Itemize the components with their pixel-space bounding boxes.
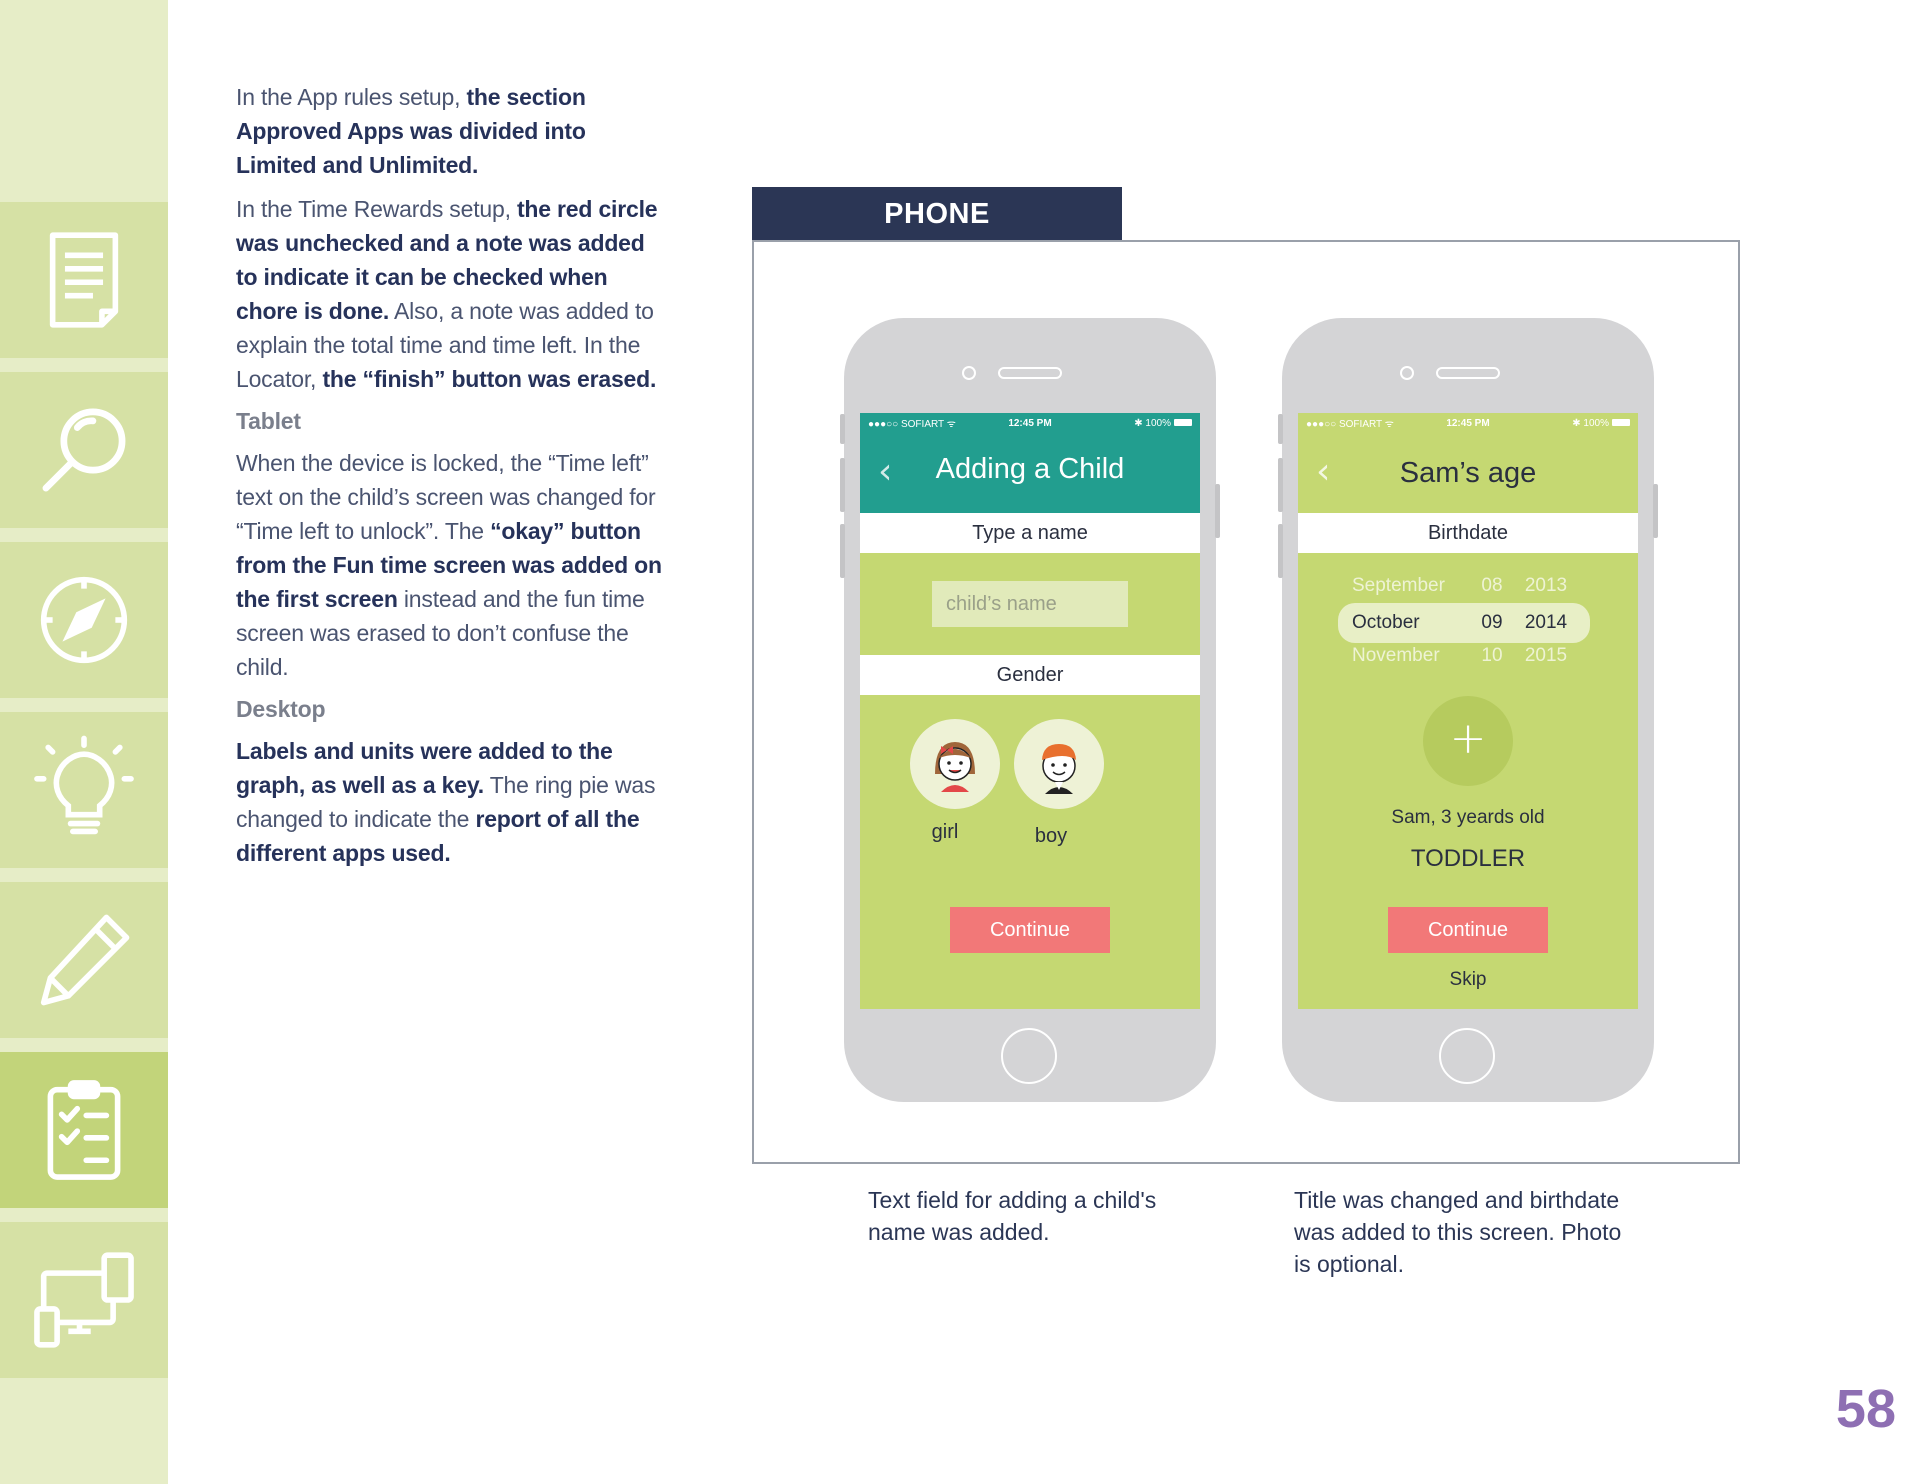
phone-screen — [860, 413, 1200, 1009]
page-number: 58 — [1835, 1379, 1896, 1439]
girl-label: girl — [931, 821, 959, 843]
caption-left: Text field for adding a child's name was added. — [868, 1187, 1157, 1245]
girl-avatar[interactable] — [910, 719, 1000, 809]
devices-icon — [28, 1244, 140, 1356]
front-camera — [962, 366, 976, 380]
nav-item-document[interactable] — [0, 202, 168, 358]
body-text — [236, 80, 666, 880]
nav-item-ideas[interactable] — [0, 712, 168, 868]
date-picker-selected-row[interactable]: October 09 2014 — [1338, 603, 1590, 643]
paragraph-tablet: When the device is locked, the “Time left” text on the child’s screen was changed for “Time left to unlock”. The “okay” button from the Fun time screen was added on the first screen instead and the fun time screen was erased to don’t confuse the child. — [236, 450, 662, 680]
home-button[interactable] — [1001, 1028, 1057, 1084]
nav-item-testing[interactable] — [0, 1052, 168, 1208]
app-header — [1298, 413, 1638, 513]
caption-right: Title was changed and birthdate was added to this screen. Photo is optional. — [1294, 1187, 1622, 1277]
continue-button[interactable]: Continue — [950, 907, 1110, 953]
continue-button[interactable]: Continue — [1388, 907, 1548, 953]
screen-title: Sam’s age — [1399, 457, 1537, 489]
nav-item-navigate[interactable] — [0, 542, 168, 698]
nav-item-devices[interactable] — [0, 1222, 168, 1378]
app-header — [860, 413, 1200, 513]
phone-mockup-sams-age — [1282, 318, 1654, 1102]
phone-mockups-panel — [752, 240, 1740, 1164]
boy-face-icon — [1025, 730, 1093, 798]
desktop-heading: Desktop — [236, 696, 326, 722]
date-picker-row[interactable]: September 08 2013 — [1352, 575, 1568, 596]
boy-label: boy — [1034, 825, 1068, 847]
tablet-heading: Tablet — [236, 408, 301, 434]
phone-mockup-adding-child — [844, 318, 1216, 1102]
boy-avatar[interactable] — [1014, 719, 1104, 809]
pencil-icon — [28, 904, 140, 1016]
battery-icon — [1612, 419, 1630, 426]
screen-title: Adding a Child — [935, 453, 1125, 485]
status-bar: ●●●○○ SOFIART ᯤ 12:45 PM ✱ 100% — [860, 413, 1200, 433]
status-bar: ●●●○○ SOFIART ᯤ 12:45 PM ✱ 100% — [1298, 413, 1638, 433]
speaker-grille — [1436, 367, 1500, 379]
paragraph-desktop: Labels and units were added to the graph, as well as a key. The ring pie was changed to indicate the report of all the different apps used. — [236, 738, 656, 866]
compass-icon — [28, 564, 140, 676]
back-chevron-icon[interactable]: ‹ — [878, 451, 893, 492]
front-camera — [1400, 366, 1414, 380]
birthdate-section-label: Birthdate — [1298, 513, 1638, 553]
skip-link[interactable]: Skip — [1449, 969, 1487, 990]
paragraph-app-rules: In the App rules setup, the section Approved Apps was divided into Limited and Unlimited. — [236, 84, 586, 178]
document-icon — [28, 224, 140, 336]
phone-screen — [1298, 413, 1638, 1009]
home-button[interactable] — [1439, 1028, 1495, 1084]
date-picker-row[interactable]: November 10 2015 — [1352, 645, 1568, 666]
speaker-grille — [998, 367, 1062, 379]
battery-icon — [1174, 419, 1192, 426]
girl-face-icon — [921, 730, 989, 798]
age-text: Sam, 3 yeards old — [1391, 807, 1545, 828]
gender-section-label: Gender — [860, 655, 1200, 695]
nav-item-research[interactable] — [0, 372, 168, 528]
back-chevron-icon[interactable]: ‹ — [1316, 451, 1331, 492]
checklist-icon — [28, 1074, 140, 1186]
magnifier-icon — [28, 394, 140, 506]
nav-item-design[interactable] — [0, 882, 168, 1038]
phone-section-tab: PHONE — [752, 187, 1122, 241]
name-section-label: Type a name — [860, 513, 1200, 553]
lightbulb-icon — [28, 734, 140, 846]
child-name-input[interactable] — [932, 581, 1128, 627]
paragraph-time-rewards: In the Time Rewards setup, the red circle was unchecked and a note was added to indicate it can be checked when chore is done. Also, a note was added to explain the total time and time left. In the Locator, the “finish” button was erased. — [236, 196, 658, 392]
age-stage-text: TODDLER — [1410, 845, 1526, 872]
section-nav-rail — [0, 0, 168, 1484]
add-photo-button[interactable]: + — [1423, 696, 1513, 786]
